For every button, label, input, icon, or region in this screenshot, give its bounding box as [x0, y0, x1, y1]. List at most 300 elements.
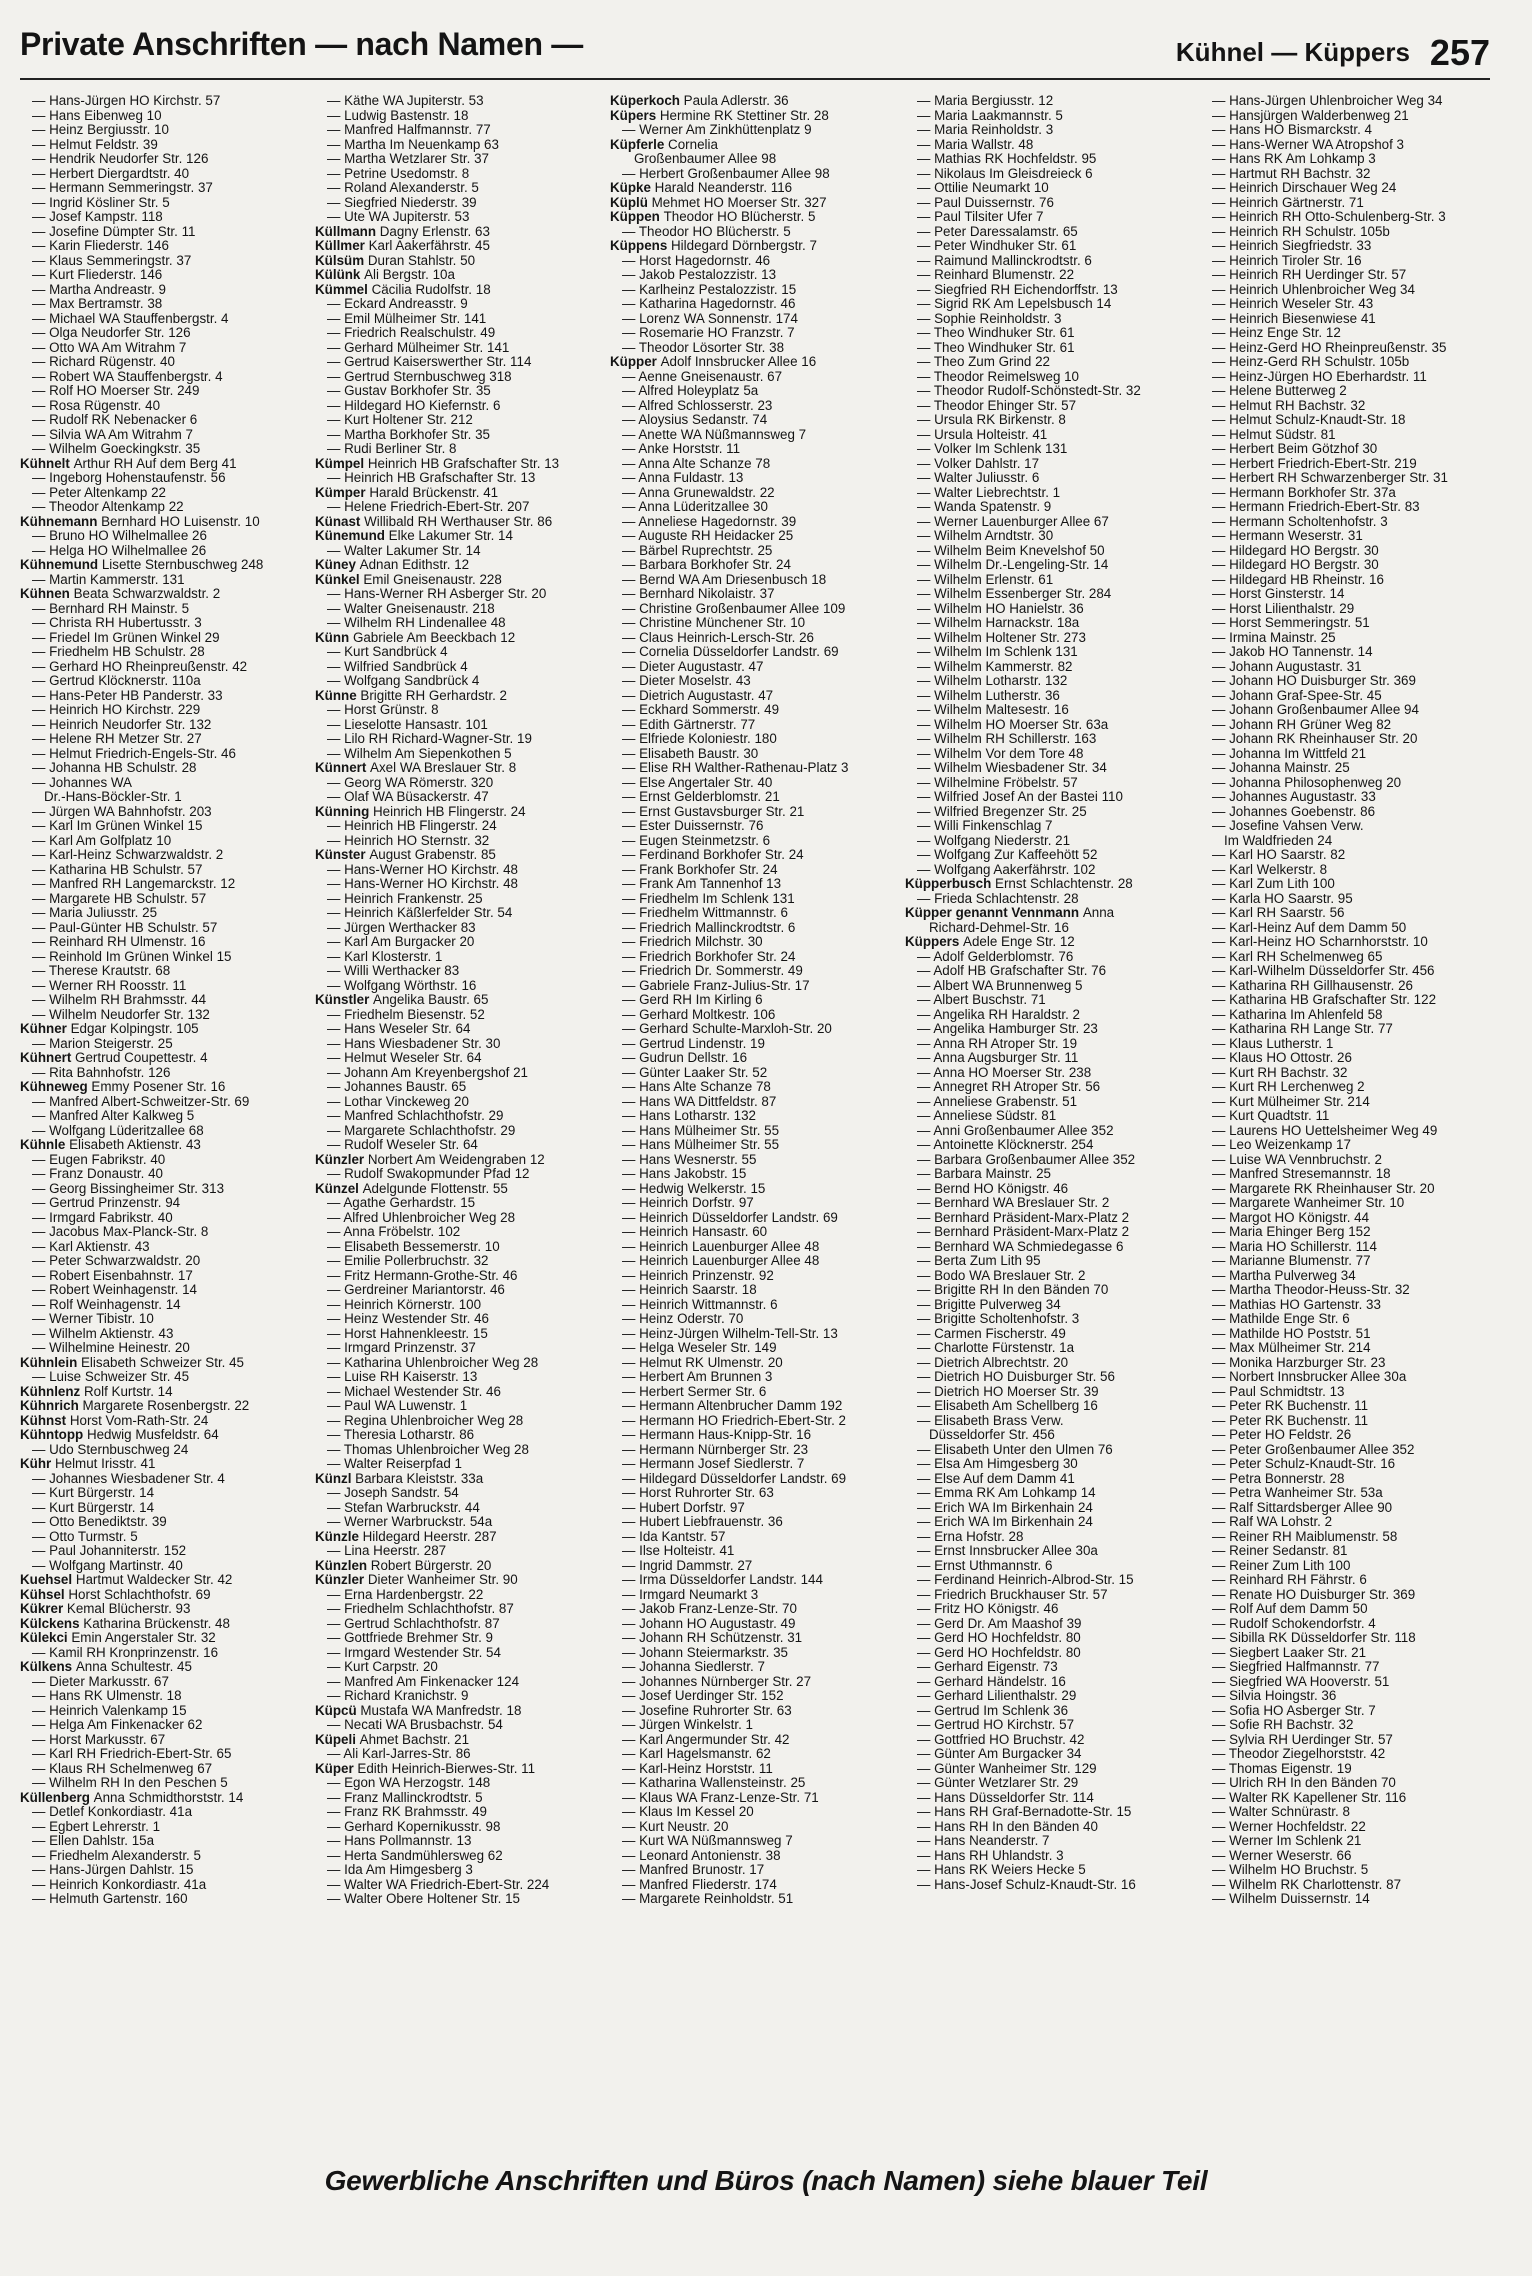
directory-entry: — Frank Borkhofer Str. 24	[622, 862, 778, 877]
directory-entry: — Reiner Sedanstr. 81	[1212, 1544, 1348, 1558]
directory-entry: — Laurens HO Uettelsheimer Weg 49	[1212, 1123, 1438, 1138]
directory-entry: — Karl RH Schelmenweg 65	[1212, 949, 1383, 964]
directory-entry: — Hermann Josef Siedlerstr. 7	[622, 1457, 805, 1471]
directory-entry: Külekci Emin Angerstaler Str. 32	[20, 1631, 216, 1645]
directory-entry: — Gerhard Eigenstr. 73	[917, 1660, 1058, 1674]
directory-entry: — Wilhelm RH Lindenallee 48	[327, 616, 506, 630]
directory-entry: — Hans Neanderstr. 7	[917, 1834, 1050, 1848]
directory-entry: — Hans Mülheimer Str. 55	[622, 1123, 780, 1138]
directory-entry: — Günter Wanheimer Str. 129	[917, 1761, 1097, 1776]
directory-entry: Kühsel Horst Schlachthofstr. 69	[20, 1587, 211, 1602]
directory-entry: — Wanda Spatenstr. 9	[917, 500, 1052, 514]
column-2	[315, 94, 610, 2152]
directory-entry: — Wilhelm Essenberger Str. 284	[917, 587, 1112, 601]
directory-entry: — Berta Zum Lith 95	[917, 1254, 1041, 1268]
directory-entry: — Kurt Mülheimer Str. 214	[1212, 1094, 1370, 1109]
directory-entry: — Walter Gneisenaustr. 218	[327, 601, 495, 616]
directory-entry: — Klaus HO Ottostr. 26	[1212, 1051, 1352, 1065]
directory-entry: — Wolfgang Aakerfährstr. 102	[917, 862, 1096, 877]
directory-entry: — Werner Hochfeldstr. 22	[1212, 1819, 1366, 1834]
directory-entry: — Anna Grunewaldstr. 22	[622, 485, 775, 500]
directory-entry: — Klaus RH Schelmenweg 67	[32, 1761, 213, 1776]
directory-entry: — Peter Großenbaumer Allee 352	[1212, 1442, 1415, 1457]
surname: Kühnrich	[20, 1399, 83, 1413]
directory-entry: — Hans RH Uhlandstr. 3	[917, 1848, 1064, 1863]
directory-entry: — Karl Am Golfplatz 10	[32, 833, 172, 848]
column-4	[905, 94, 1200, 2152]
directory-entry: — Josefine Dümpter Str. 11	[32, 224, 196, 239]
directory-entry: — Alfred Holeyplatz 5a	[622, 384, 759, 398]
directory-entry: — Heinrich HO Sternstr. 32	[327, 833, 490, 848]
directory-entry: — Irmina Mainstr. 25	[1212, 630, 1336, 645]
directory-entry: — Günter Am Burgacker 34	[917, 1747, 1082, 1761]
directory-entry: — Karl Im Grünen Winkel 15	[32, 819, 203, 833]
directory-entry: — Margot HO Königstr. 44	[1212, 1210, 1370, 1225]
directory-entry: — Rudi Berliner Str. 8	[327, 442, 457, 456]
directory-entry: — Gudrun Dellstr. 16	[622, 1051, 748, 1065]
directory-entry: — Wilhelm Am Siepenkothen 5	[327, 746, 512, 761]
directory-entry: — Reinhold Im Grünen Winkel 15	[32, 949, 232, 964]
directory-entry: — Ursula RK Birkenstr. 8	[917, 413, 1066, 427]
directory-entry: — Adolf Gelderblomstr. 76	[917, 949, 1074, 964]
directory-entry: Künzler Dieter Wanheimer Str. 90	[315, 1573, 518, 1587]
directory-entry: — Wilhelm Lutherstr. 36	[917, 688, 1060, 703]
directory-entry: Küplü Mehmet HO Moerser Str. 327	[610, 195, 827, 210]
directory-entry: — Johanna Mainstr. 25	[1212, 761, 1350, 775]
directory-entry: — Johannes Nürnberger Str. 27	[622, 1674, 812, 1689]
surname: Künster	[315, 848, 370, 862]
directory-entry: — Kamil RH Kronprinzenstr. 16	[32, 1645, 219, 1660]
directory-entry: — Hans Düsseldorfer Str. 114	[917, 1790, 1094, 1805]
directory-entry: — Heinrich Wittmannstr. 6	[622, 1297, 778, 1312]
directory-entry: — Ernst Innsbrucker Allee 30a	[917, 1544, 1098, 1558]
directory-entry: — Maria HO Schillerstr. 114	[1212, 1239, 1377, 1254]
directory-entry: — Ulrich RH In den Bänden 70	[1212, 1776, 1396, 1790]
directory-entry: — Horst Ginsterstr. 14	[1212, 587, 1345, 601]
directory-entry: — Gertrud Im Schlenk 36	[917, 1703, 1069, 1718]
directory-entry: — Emilie Pollerbruchstr. 32	[327, 1254, 489, 1268]
directory-entry: — Ingrid Kösliner Str. 5	[32, 195, 170, 210]
directory-entry: — Wilhelm HO Hanielstr. 36	[917, 601, 1084, 616]
directory-entry: — Kurt Bürgerstr. 14	[32, 1486, 155, 1500]
name-range-label: Kühnel — Küppers	[1175, 37, 1410, 67]
directory-entry: — Wilhelm Maltesestr. 16	[917, 703, 1069, 717]
directory-entry: — Helmut RK Ulmenstr. 20	[622, 1355, 783, 1370]
directory-entry: — Mathias HO Gartenstr. 33	[1212, 1297, 1381, 1312]
surname: Kühnert	[20, 1051, 76, 1065]
directory-entry: — Hildegard HB Rheinstr. 16	[1212, 572, 1384, 587]
directory-entry: — Richard Kranichstr. 9	[327, 1689, 469, 1703]
directory-entry: — Rita Bahnhofstr. 126	[32, 1065, 171, 1080]
directory-entry: — Erna Hardenbergstr. 22	[327, 1587, 484, 1602]
directory-entry: — Heinrich Konkordiastr. 41a	[32, 1877, 207, 1892]
surname: Künemund	[315, 529, 389, 543]
surname: Kühnlein	[20, 1355, 81, 1370]
directory-entry: — Horst Ruhrorter Str. 63	[622, 1486, 774, 1500]
directory-entry: — Wilhelmine Heinestr. 20	[32, 1341, 190, 1355]
directory-entry: — Theo Zum Grind 22	[917, 355, 1050, 369]
directory-entry: — Egon WA Herzogstr. 148	[327, 1776, 491, 1790]
directory-entry: — Heinz Bergiusstr. 10	[32, 123, 169, 137]
directory-entry: — Aloysius Sedanstr. 74	[622, 413, 768, 427]
directory-entry: — Luise WA Vennbruchstr. 2	[1212, 1152, 1382, 1167]
directory-entry: Küllmann Dagny Erlenstr. 63	[315, 224, 490, 239]
surname: Küllenberg	[20, 1790, 94, 1805]
directory-entry: — Friedhelm Alexanderstr. 5	[32, 1848, 201, 1863]
directory-entry: Küllmer Karl Aakerfährstr. 45	[315, 239, 490, 253]
directory-entry: — Ali Karl-Jarres-Str. 86	[327, 1747, 471, 1761]
directory-entry: — Hedwig Welkerstr. 15	[622, 1181, 766, 1196]
directory-entry: — Theodor Reimelsweg 10	[917, 369, 1080, 384]
directory-entry: — Lothar Vinckeweg 20	[327, 1094, 469, 1109]
directory-entry: — Petra Wanheimer Str. 53a	[1212, 1486, 1383, 1500]
directory-entry: Küppen Theodor HO Blücherstr. 5	[610, 210, 816, 224]
directory-entry: — Annegret RH Atroper Str. 56	[917, 1080, 1101, 1094]
directory-entry: — Klaus WA Franz-Lenze-Str. 71	[622, 1790, 819, 1805]
directory-entry: — Bernhard Präsident-Marx-Platz 2	[917, 1210, 1130, 1225]
directory-entry: — Michael WA Stauffenbergstr. 4	[32, 311, 229, 326]
surname: Künning	[315, 804, 374, 819]
directory-entry: — Johann RH Schützenstr. 31	[622, 1631, 803, 1645]
directory-entry: — Maria Wallstr. 48	[917, 137, 1034, 152]
directory-entry: — Bruno HO Wilhelmallee 26	[32, 529, 207, 543]
directory-entry: — Heinrich Tiroler Str. 16	[1212, 253, 1362, 268]
header-rule	[20, 78, 1490, 80]
directory-entry: Künzl Barbara Kleiststr. 33a	[315, 1471, 484, 1486]
directory-entry: — Helmut Feldstr. 39	[32, 137, 158, 152]
directory-entry: — Stefan Warbruckstr. 44	[327, 1500, 480, 1515]
directory-entry: — Maria Juliusstr. 25	[32, 906, 158, 920]
directory-entry: — Silvia WA Am Witrahm 7	[32, 427, 193, 442]
directory-entry: — Theo Windhuker Str. 61	[917, 326, 1075, 340]
directory-entry: — Elisabeth Unter den Ulmen 76	[917, 1442, 1113, 1457]
directory-entry: — Ingeborg Hohenstaufenstr. 56	[32, 471, 226, 485]
directory-entry: Kühner Edgar Kolpingstr. 105	[20, 1022, 199, 1036]
directory-entry: — Alfred Uhlenbroicher Weg 28	[327, 1210, 516, 1225]
directory-entry: — Otto WA Am Witrahm 7	[32, 340, 187, 355]
directory-entry: — Hubert Dorfstr. 97	[622, 1500, 745, 1515]
directory-entry: — Joseph Sandstr. 54	[327, 1486, 459, 1500]
directory-entry: — Thomas Eigenstr. 19	[1212, 1761, 1352, 1776]
directory-entry: — Ida Am Himgesberg 3	[327, 1863, 473, 1877]
directory-entry: — Helmut Weseler Str. 64	[327, 1051, 482, 1065]
directory-entry: — Christine Münchener Str. 10	[622, 616, 806, 630]
directory-entry: — Heinrich Käßlerfelder Str. 54	[327, 906, 513, 920]
directory-entry: — Hans Jakobstr. 15	[622, 1167, 747, 1181]
directory-entry: — Manfred Fliederstr. 174	[622, 1877, 777, 1892]
directory-entry: — Irmgard Neumarkt 3	[622, 1587, 759, 1602]
directory-entry: — Helga HO Wilhelmallee 26	[32, 543, 207, 558]
directory-entry: — Petra Bonnerstr. 28	[1212, 1471, 1345, 1486]
directory-entry: — Elsa Am Himgesberg 30	[917, 1457, 1078, 1471]
directory-entry: Küppers Adele Enge Str. 12	[905, 935, 1075, 949]
directory-entry: Kühnelt Arthur RH Auf dem Berg 41	[20, 456, 237, 471]
directory-entry: Künstler Angelika Baustr. 65	[315, 993, 489, 1007]
directory-entry: — Gabriele Franz-Julius-Str. 17	[622, 978, 810, 993]
directory-entry: — Ernst Gustavsburger Str. 21	[622, 804, 805, 819]
directory-entry: — Jakob Franz-Lenze-Str. 70	[622, 1602, 797, 1616]
surname: Küpers	[610, 108, 660, 123]
surname: Künzle	[315, 1529, 363, 1544]
directory-entry: — Hans HO Bismarckstr. 4	[1212, 123, 1372, 137]
directory-entry: — Karl Zum Lith 100	[1212, 877, 1335, 891]
directory-entry: — Claus Heinrich-Lersch-Str. 26	[622, 630, 814, 645]
directory-entry: — Eugen Steinmetzstr. 6	[622, 833, 771, 848]
directory-entry: — Manfred Brunostr. 17	[622, 1863, 765, 1877]
directory-entry: — Walter Lakumer Str. 14	[327, 543, 481, 558]
directory-entry: — Jürgen Winkelstr. 1	[622, 1718, 753, 1732]
directory-entry: — Friedhelm Im Schlenk 131	[622, 891, 795, 906]
directory-entry: — Luise Schweizer Str. 45	[32, 1370, 190, 1384]
surname: Küpke	[610, 181, 655, 195]
directory-entry: — Manfred Stresemannstr. 18	[1212, 1167, 1391, 1181]
directory-entry: — Bernhard WA Schmiedegasse 6	[917, 1239, 1124, 1254]
directory-entry: — Sofia HO Asberger Str. 7	[1212, 1703, 1376, 1718]
directory-entry: — Sofie RH Bachstr. 32	[1212, 1718, 1354, 1732]
directory-entry: — Peter Schulz-Knaudt-Str. 16	[1212, 1457, 1396, 1471]
directory-entry: — Katharina Im Ahlenfeld 58	[1212, 1007, 1383, 1022]
directory-entry: — Wilhelm Kammerstr. 82	[917, 659, 1073, 674]
directory-entry: Küperkoch Paula Adlerstr. 36	[610, 94, 789, 108]
directory-entry: — Anni Großenbaumer Allee 352	[917, 1123, 1114, 1138]
directory-entry: — Wilhelm Holtener Str. 273	[917, 630, 1086, 645]
directory-entry: — Hans RK Weiers Hecke 5	[917, 1863, 1086, 1877]
directory-entry: — Thomas Uhlenbroicher Weg 28	[327, 1442, 529, 1457]
directory-entry: — Siegfried RH Eichendorffstr. 13	[917, 282, 1118, 297]
surname: Kühnst	[20, 1413, 70, 1428]
directory-entry: — Gerhard Moltkestr. 106	[622, 1007, 776, 1022]
directory-entry: — Lorenz WA Sonnenstr. 174	[622, 311, 798, 326]
directory-entry: — Erich WA Im Birkenhain 24	[917, 1500, 1093, 1515]
directory-entry: — Johann Steiermarkstr. 35	[622, 1645, 788, 1660]
directory-entry: — Barbara Borkhofer Str. 24	[622, 558, 791, 572]
directory-entry: — Wilhelm Harnackstr. 18a	[917, 616, 1080, 630]
directory-entry: — Ralf Sittardsberger Allee 90	[1212, 1500, 1393, 1515]
directory-entry: — Richard Rügenstr. 40	[32, 355, 175, 369]
directory-entry: — Walter WA Friedrich-Ebert-Str. 224	[327, 1877, 550, 1892]
directory-entry: — Hans RK Am Lohkamp 3	[1212, 152, 1376, 166]
directory-entry: Kükrer Kemal Blücherstr. 93	[20, 1602, 191, 1616]
directory-entry: — Dietrich HO Moerser Str. 39	[917, 1384, 1099, 1399]
directory-entry: — Bernhard WA Breslauer Str. 2	[917, 1196, 1110, 1210]
surname: Kühnemann	[20, 514, 102, 529]
directory-entry: — Heinrich Lauenburger Allee 48	[622, 1239, 820, 1254]
directory-entry: — Josef Uerdinger Str. 152	[622, 1689, 784, 1703]
directory-entry: — Ottilie Neumarkt 10	[917, 181, 1049, 195]
directory-entry: — Leo Weizenkamp 17	[1212, 1138, 1351, 1152]
directory-entry: — Gerd HO Hochfeldstr. 80	[917, 1645, 1081, 1660]
directory-entry: — Katharina HB Schulstr. 57	[32, 862, 203, 877]
directory-entry: — Johanna Philosophenweg 20	[1212, 775, 1402, 790]
directory-entry: — Wolfgang Niederstr. 21	[917, 833, 1071, 848]
directory-entry: — Sigrid RK Am Lepelsbusch 14	[917, 297, 1112, 311]
directory-entry: — Willi Finkenschlag 7	[917, 819, 1053, 833]
directory-entry: — Albert Buschstr. 71	[917, 993, 1046, 1007]
directory-entry: — Johann RK Rheinhauser Str. 20	[1212, 732, 1418, 746]
directory-entry: — Reinhard Blumenstr. 22	[917, 268, 1075, 282]
directory-entry: — Karl-Heinz Auf dem Damm 50	[1212, 920, 1407, 935]
directory-entry: — Gustav Borkhofer Str. 35	[327, 384, 491, 398]
directory-entry: — Hans Weseler Str. 64	[327, 1022, 471, 1036]
directory-entry: — Kurt Sandbrück 4	[327, 645, 448, 659]
directory-entry: — Theo Windhuker Str. 61	[917, 340, 1075, 355]
directory-entry: — Reinhard RH Ulmenstr. 16	[32, 935, 206, 949]
directory-entry: Künzlen Robert Bürgerstr. 20	[315, 1558, 492, 1573]
directory-entry: — Karla HO Saarstr. 95	[1212, 891, 1353, 906]
directory-entry: — Katharina Wallensteinstr. 25	[622, 1776, 806, 1790]
directory-entry: — Manfred Schlachthofstr. 29	[327, 1109, 504, 1123]
directory-entry: — Ferdinand Heinrich-Albrod-Str. 15	[917, 1573, 1134, 1587]
directory-entry: — Bernhard Präsident-Marx-Platz 2	[917, 1225, 1130, 1239]
directory-entry: — Hans Eibenweg 10	[32, 108, 162, 123]
directory-entry: — Margarete RK Rheinhauser Str. 20	[1212, 1181, 1435, 1196]
surname: Kühntopp	[20, 1428, 87, 1442]
surname: Küperkoch	[610, 94, 684, 108]
directory-entry: — Sylvia RH Uerdinger Str. 57	[1212, 1732, 1393, 1747]
directory-entry: Küpeli Ahmet Bachstr. 21	[315, 1732, 470, 1747]
directory-entry: — Wilhelm RH In den Peschen 5	[32, 1776, 228, 1790]
directory-entry: — Bernd WA Am Driesenbusch 18	[622, 572, 827, 587]
directory-entry: — Georg WA Römerstr. 320	[327, 775, 494, 790]
directory-entry: — Gerhard Händelstr. 16	[917, 1674, 1066, 1689]
directory-entry: — Hans-Werner HO Kirchstr. 48	[327, 862, 518, 877]
directory-entry: — Karlheinz Pestalozzistr. 15	[622, 282, 797, 297]
directory-entry: — Reiner RH Maiblumenstr. 58	[1212, 1529, 1398, 1544]
surname: Küpcü	[315, 1703, 361, 1718]
directory-entry: — Heinrich Frankenstr. 25	[327, 891, 483, 906]
directory-entry: — Helga Am Finkenacker 62	[32, 1718, 203, 1732]
directory-entry: — Paul Duissernstr. 76	[917, 195, 1054, 210]
directory-entry: — Josefine Ruhrorter Str. 63	[622, 1703, 792, 1718]
directory-entry: Küpper Adolf Innsbrucker Allee 16	[610, 355, 817, 369]
directory-entry: — Werner Warbruckstr. 54a	[327, 1515, 493, 1529]
directory-entry: — Gertrud Sternbuschweg 318	[327, 369, 512, 384]
surname: Kümpel	[315, 456, 368, 471]
directory-entry: Künzle Hildegard Heerstr. 287	[315, 1529, 497, 1544]
directory-entry: — Heinrich RH Uerdinger Str. 57	[1212, 268, 1407, 282]
directory-entry: — Walter Reiserpfad 1	[327, 1457, 462, 1471]
directory-entry: — Anneliese Südstr. 81	[917, 1109, 1057, 1123]
directory-entry: — Wolfgang Wörthstr. 16	[327, 978, 477, 993]
surname: Kümmel	[315, 282, 372, 297]
directory-entry: — Karl-Wilhelm Düsseldorfer Str. 456	[1212, 964, 1435, 978]
directory-entry: — Olga Neudorfer Str. 126	[32, 326, 191, 340]
directory-entry: — Hans Lotharstr. 132	[622, 1109, 756, 1123]
surname: Küppens	[610, 239, 672, 253]
directory-entry: — Walter Liebrechtstr. 1	[917, 485, 1061, 500]
directory-entry: — Wilhelm RH Schillerstr. 163	[917, 732, 1097, 746]
directory-entry: Küppens Hildegard Dörnbergstr. 7	[610, 239, 817, 253]
directory-entry: — Wilhelm Neudorfer Str. 132	[32, 1007, 210, 1022]
directory-entry: — Helene RH Metzer Str. 27	[32, 732, 202, 746]
directory-entry: — Ludwig Bastenstr. 18	[327, 108, 469, 123]
directory-entry: — Wolfgang Sandbrück 4	[327, 674, 480, 688]
directory-entry: — Heinz-Jürgen HO Eberhardstr. 11	[1212, 369, 1427, 384]
directory-entry: Küllenberg Anna Schmidthorststr. 14	[20, 1790, 244, 1805]
directory-entry: — Hans Alte Schanze 78	[622, 1080, 771, 1094]
directory-entry: — Heinrich HB Grafschafter Str. 13	[327, 471, 536, 485]
directory-entry: — Ferdinand Borkhofer Str. 24	[622, 848, 804, 862]
directory-entry: Künkel Emil Gneisenaustr. 228	[315, 572, 502, 587]
page-header	[20, 18, 1490, 78]
directory-entry: — Heinrich HB Flingerstr. 24	[327, 819, 497, 833]
directory-entry: — Anna HO Moerser Str. 238	[917, 1065, 1092, 1080]
directory-entry: — Bärbel Ruprechtstr. 25	[622, 543, 773, 558]
directory-entry: — Wilhelm HO Moerser Str. 63a	[917, 717, 1109, 732]
directory-entry: — Antoinette Klöcknerstr. 254	[917, 1138, 1094, 1152]
directory-entry: — Kurt Neustr. 20	[622, 1819, 729, 1834]
directory-entry: — Ellen Dahlstr. 15a	[32, 1834, 155, 1848]
directory-entry: — Necati WA Brusbachstr. 54	[327, 1718, 503, 1732]
directory-entry: — Hans Wesnerstr. 55	[622, 1152, 757, 1167]
directory-entry: — Anna RH Atroper Str. 19	[917, 1036, 1078, 1051]
directory-entry: — Wilhelm Im Schlenk 131	[917, 645, 1078, 659]
directory-entry: — Peter Schwarzwaldstr. 20	[32, 1254, 201, 1268]
directory-entry: — Hans Pollmannstr. 13	[327, 1834, 472, 1848]
directory-entry: — Otto Turmstr. 5	[32, 1529, 138, 1544]
directory-entry: — Gerd Dr. Am Maashof 39	[917, 1616, 1082, 1631]
directory-entry: — Siegfried WA Hooverstr. 51	[1212, 1674, 1390, 1689]
directory-entry: — Regina Uhlenbroicher Weg 28	[327, 1413, 524, 1428]
directory-entry: — Kurt Holtener Str. 212	[327, 413, 473, 427]
directory-entry: — Rudolf Schokendorfstr. 4	[1212, 1616, 1376, 1631]
directory-entry: — Heinrich RH Schulstr. 105b	[1212, 224, 1390, 239]
directory-entry: — Helga Weseler Str. 149	[622, 1341, 777, 1355]
directory-entry: — Katharina HB Grafschafter Str. 122	[1212, 993, 1437, 1007]
directory-entry: — Hermann Weserstr. 31	[1212, 529, 1363, 543]
directory-entry: — Irmgard Westender Str. 54	[327, 1645, 501, 1660]
directory-entry: — Josef Kampstr. 118	[32, 210, 163, 224]
directory-entry: — Wilhelm Goeckingkstr. 35	[32, 442, 201, 456]
directory-entry: — Otto Benediktstr. 39	[32, 1515, 167, 1529]
directory-entry: — Karl HO Saarstr. 82	[1212, 848, 1346, 862]
directory-entry: — Wolfgang Zur Kaffeehött 52	[917, 848, 1098, 862]
surname: Küppen	[610, 210, 664, 224]
directory-entry: — Maria Reinholdstr. 3	[917, 123, 1054, 137]
directory-entry: — Wilhelm Wiesbadener Str. 34	[917, 761, 1107, 775]
directory-entry: — Friedhelm Schlachthofstr. 87	[327, 1602, 514, 1616]
directory-entry: — Friedhelm Wittmannstr. 6	[622, 906, 788, 920]
directory-entry: — Hans-Peter HB Panderstr. 33	[32, 688, 223, 703]
directory-entry: — Johanna Siedlerstr. 7	[622, 1660, 765, 1674]
surname: Külsüm	[315, 253, 368, 268]
directory-entry: — Gerhard Schulte-Marxloh-Str. 20	[622, 1022, 832, 1036]
directory-entry: — Johannes Goebenstr. 86	[1212, 804, 1376, 819]
page-number: 257	[1429, 32, 1490, 73]
directory-entry: — Manfred Halfmannstr. 77	[327, 123, 491, 137]
directory-entry: — Martha Borkhofer Str. 35	[327, 427, 490, 442]
directory-entry: Kühnemann Bernhard HO Luisenstr. 10	[20, 514, 260, 529]
directory-entry: — Lina Heerstr. 287	[327, 1544, 447, 1558]
directory-entry: — Hans-Jürgen Uhlenbroicher Weg 34	[1212, 94, 1443, 108]
directory-entry: — Käthe WA Jupiterstr. 53	[327, 94, 484, 108]
surname: Külkens	[20, 1660, 76, 1674]
directory-entry: — Werner Lauenburger Allee 67	[917, 514, 1109, 529]
directory-entry: Külünk Ali Bergstr. 10a	[315, 268, 455, 282]
directory-entry: — Günter Laaker Str. 52	[622, 1065, 768, 1080]
directory-entry: — Heinrich Dirschauer Weg 24	[1212, 181, 1397, 195]
directory-entry: — Friedhelm HB Schulstr. 28	[32, 645, 205, 659]
directory-entry: — Karin Fliederstr. 146	[32, 239, 169, 253]
surname: Kühneweg	[20, 1080, 92, 1094]
directory-entry: — Hartmut RH Bachstr. 32	[1212, 166, 1371, 181]
directory-entry: — Barbara Großenbaumer Allee 352	[917, 1152, 1136, 1167]
directory-entry: — Friedrich Mallinckrodtstr. 6	[622, 920, 796, 935]
directory-entry: — Rudolf Weseler Str. 64	[327, 1138, 478, 1152]
surname: Küllmann	[315, 224, 380, 239]
directory-entry: — Herbert Beim Götzhof 30	[1212, 442, 1378, 456]
directory-entry: — Wilfried Josef An der Bastei 110	[917, 790, 1123, 804]
